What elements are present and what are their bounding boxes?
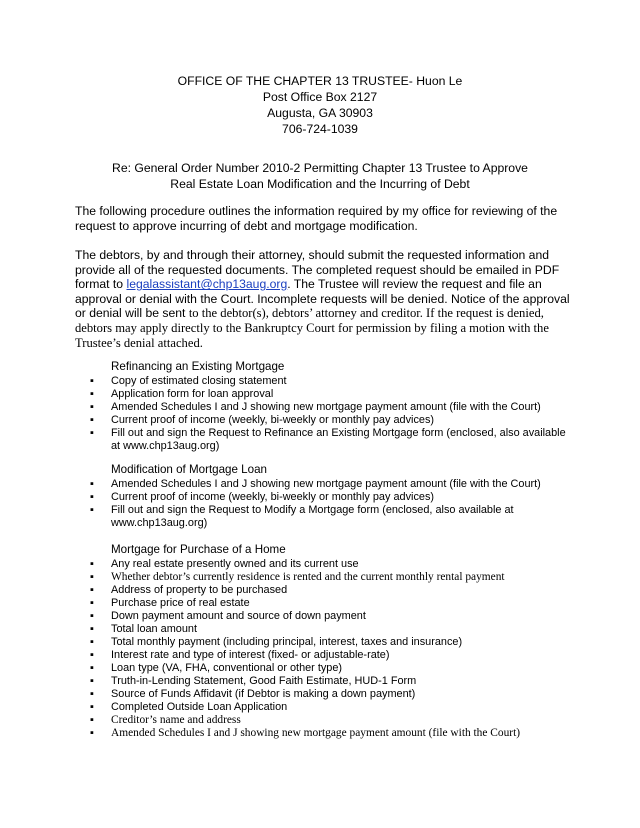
requirements-list: [75, 478, 575, 530]
list-item: ▪ Current proof of income (weekly, bi-weekly or monthly pay advices): [75, 491, 575, 504]
intro-paragraph: The following procedure outlines the information required by my office for reviewing of the request to approve incurring of debt and mortgage modification.: [75, 204, 558, 233]
phone-number: 706-724-1039: [282, 122, 358, 136]
section-title: Modification of Mortgage Loan: [111, 463, 267, 476]
section-purchase: [75, 543, 575, 740]
list-item: ▪ Source of Funds Affidavit (if Debtor is making a down payment): [75, 688, 575, 701]
procedure-text-3: to the debtor(s), debtors’ attorney and creditor. If the request is denied, debtors may apply directly to the Bankruptcy Court for permission by filing a motion with the Trustee’s denial attached.: [75, 306, 549, 350]
list-item: ▪ Fill out and sign the Request to Modify a Mortgage form (enclosed, also available at www.chp13aug.org): [75, 504, 575, 530]
email-link[interactable]: legalassistant@chp13aug.org: [126, 277, 288, 292]
list-item: ▪ Creditor’s name and address: [75, 714, 575, 727]
list-item: ▪ Amended Schedules I and J showing new mortgage payment amount (file with the Court): [75, 478, 575, 491]
list-item: ▪ Fill out and sign the Request to Refinance an Existing Mortgage form (enclosed, also available at www.chp13aug.org): [75, 427, 575, 453]
section-refinance: [75, 360, 575, 453]
list-item: ▪ Interest rate and type of interest (fixed- or adjustable-rate): [75, 649, 575, 662]
office-name: OFFICE OF THE CHAPTER 13 TRUSTEE- Huon Le: [177, 74, 463, 88]
subject-line: [0, 160, 640, 192]
procedure-text-1: The debtors, by and through their attorney, should submit the requested information and provide all of the requested documents. The completed request should be emailed in PDF format to: [75, 248, 560, 292]
list-item: ▪ Down payment amount and source of down payment: [75, 610, 575, 623]
letterhead: [0, 73, 640, 137]
city-state-zip: Augusta, GA 30903: [267, 106, 373, 120]
po-box: Post Office Box 2127: [262, 90, 378, 104]
list-item: ▪ Amended Schedules I and J showing new mortgage payment amount (file with the Court): [75, 401, 575, 414]
list-item: ▪ Loan type (VA, FHA, conventional or other type): [75, 662, 575, 675]
subject-line-2: Real Estate Loan Modification and the Incurring of Debt: [170, 177, 470, 191]
list-item: ▪ Amended Schedules I and J showing new mortgage payment amount (file with the Court): [75, 727, 575, 740]
requirements-list: [75, 558, 575, 740]
list-item: ▪ Purchase price of real estate: [75, 597, 575, 610]
section-title: Mortgage for Purchase of a Home: [111, 543, 286, 556]
list-item: ▪ Whether debtor’s currently residence is rented and the current monthly rental payment: [75, 571, 575, 584]
list-item: ▪ Any real estate presently owned and its current use: [75, 558, 575, 571]
list-item: ▪ Completed Outside Loan Application: [75, 701, 575, 714]
list-item: ▪ Total monthly payment (including principal, interest, taxes and insurance): [75, 636, 575, 649]
list-item: ▪ Total loan amount: [75, 623, 575, 636]
procedure-paragraph: [75, 248, 575, 350]
list-item: ▪ Application form for loan approval: [75, 388, 575, 401]
list-item: ▪ Truth-in-Lending Statement, Good Faith Estimate, HUD-1 Form: [75, 675, 575, 688]
section-title: Refinancing an Existing Mortgage: [111, 360, 285, 373]
requirements-list: [75, 375, 575, 453]
list-item: ▪ Address of property to be purchased: [75, 584, 575, 597]
list-item: ▪ Copy of estimated closing statement: [75, 375, 575, 388]
section-modification: [75, 463, 575, 530]
subject-line-1: Re: General Order Number 2010-2 Permitting Chapter 13 Trustee to Approve: [112, 161, 528, 175]
procedure-text-2: . The Trustee will review the request and file an approval or denial with the Court. Incomplete requests will be denied. Notice of the approval or denial will be sent: [75, 277, 570, 321]
list-item: ▪ Current proof of income (weekly, bi-weekly or monthly pay advices): [75, 414, 575, 427]
